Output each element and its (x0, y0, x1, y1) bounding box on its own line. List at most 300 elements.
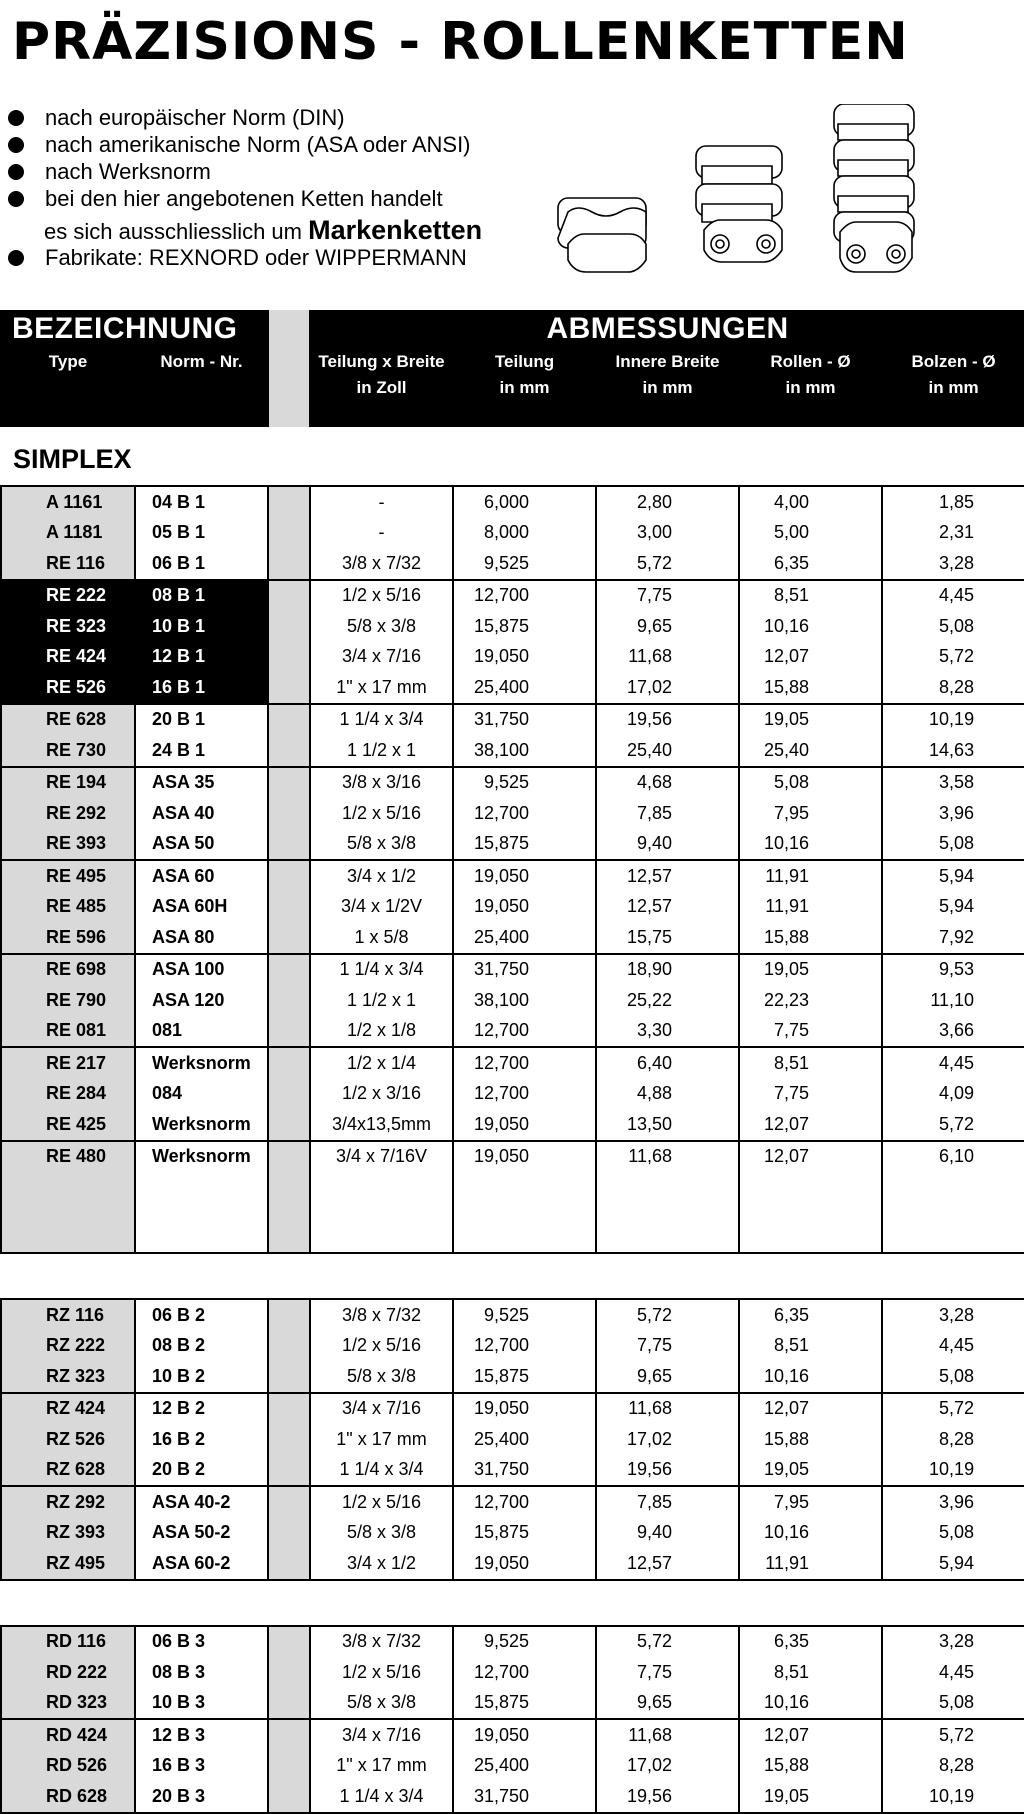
teilung-cell: 19,050 (453, 860, 596, 892)
teilung-cell: 38,100 (453, 985, 596, 1016)
type-cell: RE 628 (1, 704, 135, 736)
rollen-cell: 12,07 (739, 1109, 882, 1141)
table-row (1, 1299, 1024, 1331)
bolzen-cell: 5,08 (882, 829, 1024, 861)
table-row (1, 1486, 1024, 1518)
innere-breite-cell: 7,75 (596, 580, 739, 612)
innere-breite-cell: 25,22 (596, 985, 739, 1016)
innere-breite-cell: 3,00 (596, 518, 739, 549)
bolzen-cell: 8,28 (882, 1751, 1024, 1782)
separator-cell (1, 1253, 1024, 1299)
rollen-cell: 19,05 (739, 704, 882, 736)
teilung-cell: 25,400 (453, 922, 596, 954)
spacer-column (268, 829, 310, 861)
list-item-continuation: es sich ausschliesslich um Markenketten (44, 215, 483, 245)
teilung-cell: 15,875 (453, 829, 596, 861)
teilung-breite-cell: 3/4x13,5mm (310, 1109, 453, 1141)
teilung-breite-cell: 3/8 x 3/16 (310, 767, 453, 799)
norm-cell: 16 B 3 (135, 1751, 268, 1782)
norm-cell: ASA 40 (135, 798, 268, 829)
rollen-cell: 15,88 (739, 1751, 882, 1782)
norm-cell: 06 B 2 (135, 1299, 268, 1331)
innere-breite-cell: 18,90 (596, 954, 739, 986)
rollen-cell: 7,95 (739, 1486, 882, 1518)
col-type-unit (1, 375, 135, 427)
spacer-column (268, 310, 310, 348)
spacer-column (268, 1079, 310, 1110)
bolzen-cell: 4,45 (882, 580, 1024, 612)
rollen-cell: 10,16 (739, 611, 882, 642)
bullet-icon (8, 191, 24, 207)
type-cell: RZ 116 (1, 1299, 135, 1331)
spacer-column (268, 1657, 310, 1688)
teilung-breite-cell: 5/8 x 3/8 (310, 611, 453, 642)
norm-cell: ASA 60 (135, 860, 268, 892)
rollen-cell: 15,88 (739, 1424, 882, 1455)
innere-breite-cell: 19,56 (596, 704, 739, 736)
bolzen-cell: 5,94 (882, 1548, 1024, 1580)
rollen-cell: 8,51 (739, 1047, 882, 1079)
spacer-column (268, 1299, 310, 1331)
table-row (1, 548, 1024, 580)
rollen-cell: 10,16 (739, 829, 882, 861)
spacer-column (268, 735, 310, 767)
norm-cell: ASA 80 (135, 922, 268, 954)
innere-breite-cell: 19,56 (596, 1455, 739, 1487)
rollen-cell: 10,16 (739, 1361, 882, 1393)
spacer-column (268, 922, 310, 954)
table-row (1, 1141, 1024, 1173)
type-cell: RE 292 (1, 798, 135, 829)
bolzen-cell: 5,72 (882, 642, 1024, 673)
spacer-column (268, 1548, 310, 1580)
spacer-column (268, 611, 310, 642)
bullet-icon (8, 164, 24, 180)
teilung-breite-cell: 1/2 x 5/16 (310, 1657, 453, 1688)
innere-breite-cell: 17,02 (596, 672, 739, 704)
list-item: nach europäischer Norm (DIN) (8, 104, 482, 131)
type-cell: RE 222 (1, 580, 135, 612)
teilung-breite-cell: 3/8 x 7/32 (310, 1299, 453, 1331)
spacer-column (268, 375, 310, 427)
teilung-cell: 19,050 (453, 642, 596, 673)
teilung-breite-cell: - (310, 518, 453, 549)
type-cell: RE 217 (1, 1047, 135, 1079)
bolzen-cell: 10,19 (882, 1455, 1024, 1487)
type-cell: RZ 292 (1, 1486, 135, 1518)
table-row (1, 1079, 1024, 1110)
spacer-column (268, 1751, 310, 1782)
innere-breite-cell: 3,30 (596, 1016, 739, 1048)
norm-cell: ASA 120 (135, 985, 268, 1016)
norm-cell: 20 B 3 (135, 1781, 268, 1813)
spacer-column (268, 1455, 310, 1487)
type-cell: RE 424 (1, 642, 135, 673)
innere-breite-cell: 11,68 (596, 1393, 739, 1425)
innere-breite-cell: 13,50 (596, 1109, 739, 1141)
norm-cell: Werksnorm (135, 1109, 268, 1141)
type-cell: RD 526 (1, 1751, 135, 1782)
simplex-link-icon (558, 198, 646, 272)
rollen-cell: 12,07 (739, 1393, 882, 1425)
teilung-cell: 6,000 (453, 486, 596, 518)
norm-cell: 081 (135, 1016, 268, 1048)
teilung-breite-cell: 1/2 x 3/16 (310, 1079, 453, 1110)
type-cell: RE 698 (1, 954, 135, 986)
innere-breite-cell: 7,85 (596, 1486, 739, 1518)
norm-cell: 10 B 3 (135, 1688, 268, 1720)
type-cell: RD 424 (1, 1719, 135, 1751)
type-cell: RZ 495 (1, 1548, 135, 1580)
spacer-column (268, 798, 310, 829)
type-cell: RE 116 (1, 548, 135, 580)
table-row (1, 1047, 1024, 1079)
innere-breite-cell: 7,75 (596, 1331, 739, 1362)
bolzen-cell: 5,72 (882, 1393, 1024, 1425)
norm-cell: ASA 60H (135, 892, 268, 923)
teilung-breite-cell: 5/8 x 3/8 (310, 829, 453, 861)
spacer-column (268, 1047, 310, 1079)
bolzen-cell: 5,72 (882, 1719, 1024, 1751)
col-teilung-unit: in mm (453, 375, 596, 427)
teilung-breite-cell: 5/8 x 3/8 (310, 1518, 453, 1549)
spacer-column (268, 1172, 310, 1253)
type-cell: RD 222 (1, 1657, 135, 1688)
spacer-column (268, 548, 310, 580)
bullet-icon (8, 250, 24, 266)
teilung-breite-cell: 1/2 x 1/8 (310, 1016, 453, 1048)
col-norm-header: Norm - Nr. (135, 348, 268, 375)
teilung-breite-cell: 1 1/4 x 3/4 (310, 1781, 453, 1813)
list-item: bei den hier angebotenen Ketten handelt (8, 185, 482, 212)
bolzen-cell: 8,28 (882, 672, 1024, 704)
innere-breite-cell: 5,72 (596, 1626, 739, 1658)
norm-cell: 08 B 3 (135, 1657, 268, 1688)
teilung-breite-cell: 1" x 17 mm (310, 1751, 453, 1782)
spacer-column (268, 704, 310, 736)
teilung-breite-cell (310, 1172, 453, 1253)
type-cell: RD 323 (1, 1688, 135, 1720)
rollen-cell: 6,35 (739, 1299, 882, 1331)
teilung-cell: 9,525 (453, 1626, 596, 1658)
list-item: Fabrikate: REXNORD oder WIPPERMANN (8, 244, 482, 271)
teilung-cell: 12,700 (453, 1047, 596, 1079)
rollen-cell: 5,08 (739, 767, 882, 799)
table-unit-row (1, 375, 1024, 427)
teilung-cell: 12,700 (453, 1016, 596, 1048)
teilung-breite-cell: 3/8 x 7/32 (310, 1626, 453, 1658)
innere-breite-cell: 25,40 (596, 735, 739, 767)
spacer-column (268, 767, 310, 799)
spacer-column (268, 580, 310, 612)
teilung-breite-cell: 5/8 x 3/8 (310, 1688, 453, 1720)
norm-cell: 24 B 1 (135, 735, 268, 767)
teilung-breite-cell: 1 1/2 x 1 (310, 985, 453, 1016)
innere-breite-cell: 5,72 (596, 548, 739, 580)
bolzen-cell: 5,72 (882, 1109, 1024, 1141)
rollen-cell: 15,88 (739, 672, 882, 704)
spacer-column (268, 672, 310, 704)
table-row (1, 892, 1024, 923)
innere-breite-cell: 11,68 (596, 642, 739, 673)
type-cell: RE 526 (1, 672, 135, 704)
bolzen-cell: 10,19 (882, 1781, 1024, 1813)
bolzen-cell: 4,45 (882, 1047, 1024, 1079)
innere-breite-cell: 11,68 (596, 1719, 739, 1751)
spacer-column (268, 860, 310, 892)
list-item: nach Werksnorm (8, 158, 482, 185)
type-cell: RZ 628 (1, 1455, 135, 1487)
col-teilung-breite-header: Teilung x Breite (310, 348, 453, 375)
list-item: nach amerikanische Norm (ASA oder ANSI) (8, 131, 482, 158)
innere-breite-cell: 6,40 (596, 1047, 739, 1079)
table-row (1, 1109, 1024, 1141)
spacer-column (268, 1781, 310, 1813)
teilung-breite-cell: 3/4 x 7/16 (310, 642, 453, 673)
spacer-column (268, 348, 310, 375)
bolzen-cell: 5,08 (882, 1688, 1024, 1720)
teilung-cell: 19,050 (453, 1548, 596, 1580)
bolzen-cell (882, 1172, 1024, 1253)
table-row (1, 1719, 1024, 1751)
rollen-cell: 8,51 (739, 1657, 882, 1688)
teilung-cell: 15,875 (453, 1518, 596, 1549)
rollen-cell: 8,51 (739, 580, 882, 612)
spacer-column (268, 985, 310, 1016)
bolzen-cell: 10,19 (882, 704, 1024, 736)
table-row-empty (1, 1172, 1024, 1253)
table-row (1, 1455, 1024, 1487)
rollen-cell: 7,75 (739, 1079, 882, 1110)
col-rollen-header: Rollen - Ø (739, 348, 882, 375)
norm-cell: ASA 50 (135, 829, 268, 861)
bolzen-cell: 2,31 (882, 518, 1024, 549)
spacer-column (268, 1626, 310, 1658)
innere-breite-cell: 9,40 (596, 829, 739, 861)
teilung-breite-cell: 1/2 x 5/16 (310, 580, 453, 612)
teilung-breite-cell: - (310, 486, 453, 518)
norm-cell: 08 B 1 (135, 580, 268, 612)
spacer-column (268, 642, 310, 673)
type-cell: RZ 222 (1, 1331, 135, 1362)
rollen-cell: 7,95 (739, 798, 882, 829)
bolzen-cell: 6,10 (882, 1141, 1024, 1173)
rollen-cell: 12,07 (739, 1719, 882, 1751)
innere-breite-cell: 9,65 (596, 611, 739, 642)
table-row (1, 642, 1024, 673)
spacer-column (268, 1141, 310, 1173)
teilung-cell: 19,050 (453, 1393, 596, 1425)
type-cell: RZ 424 (1, 1393, 135, 1425)
teilung-breite-cell: 3/8 x 7/32 (310, 548, 453, 580)
teilung-cell: 19,050 (453, 892, 596, 923)
type-cell: RE 596 (1, 922, 135, 954)
bolzen-cell: 3,96 (882, 798, 1024, 829)
teilung-cell: 25,400 (453, 1424, 596, 1455)
teilung-breite-cell: 3/4 x 7/16 (310, 1393, 453, 1425)
bolzen-cell: 5,08 (882, 1518, 1024, 1549)
rollen-cell: 10,16 (739, 1518, 882, 1549)
teilung-breite-cell: 3/4 x 1/2V (310, 892, 453, 923)
type-cell (1, 1172, 135, 1253)
type-cell: RD 628 (1, 1781, 135, 1813)
type-cell: A 1161 (1, 486, 135, 518)
rollen-cell: 11,91 (739, 1548, 882, 1580)
table-row (1, 985, 1024, 1016)
teilung-breite-cell: 5/8 x 3/8 (310, 1361, 453, 1393)
norm-cell: ASA 35 (135, 767, 268, 799)
bolzen-cell: 5,08 (882, 1361, 1024, 1393)
teilung-breite-cell: 1 1/4 x 3/4 (310, 954, 453, 986)
table-row (1, 1361, 1024, 1393)
norm-cell: ASA 100 (135, 954, 268, 986)
col-bolzen-unit: in mm (882, 375, 1024, 427)
innere-breite-cell (596, 1172, 739, 1253)
feature-list (8, 104, 482, 271)
teilung-breite-cell: 1/2 x 1/4 (310, 1047, 453, 1079)
innere-breite-cell: 17,02 (596, 1751, 739, 1782)
spacer-column (268, 518, 310, 549)
section-separator (1, 1580, 1024, 1626)
abmessungen-heading: ABMESSUNGEN (310, 310, 1024, 348)
table-header-group-row (1, 310, 1024, 348)
teilung-cell: 31,750 (453, 704, 596, 736)
teilung-breite-cell: 1 1/4 x 3/4 (310, 1455, 453, 1487)
teilung-cell (453, 1172, 596, 1253)
teilung-breite-cell: 1" x 17 mm (310, 672, 453, 704)
col-teilung-breite-unit: in Zoll (310, 375, 453, 427)
norm-cell: Werksnorm (135, 1141, 268, 1173)
teilung-breite-cell: 1/2 x 5/16 (310, 798, 453, 829)
teilung-breite-cell: 1 1/4 x 3/4 (310, 704, 453, 736)
norm-cell: 08 B 2 (135, 1331, 268, 1362)
bolzen-cell: 5,08 (882, 611, 1024, 642)
teilung-cell: 12,700 (453, 1331, 596, 1362)
innere-breite-cell: 9,65 (596, 1361, 739, 1393)
rollen-cell: 25,40 (739, 735, 882, 767)
type-cell: RE 194 (1, 767, 135, 799)
rollen-cell: 19,05 (739, 1455, 882, 1487)
norm-cell: 084 (135, 1079, 268, 1110)
table-row (1, 922, 1024, 954)
norm-cell: 12 B 2 (135, 1393, 268, 1425)
teilung-cell: 19,050 (453, 1109, 596, 1141)
spacer-column (268, 954, 310, 986)
innere-breite-cell: 5,72 (596, 1299, 739, 1331)
teilung-breite-cell: 1" x 17 mm (310, 1424, 453, 1455)
teilung-breite-cell: 3/4 x 7/16 (310, 1719, 453, 1751)
spacer-column (268, 486, 310, 518)
type-cell: RE 425 (1, 1109, 135, 1141)
norm-cell: 05 B 1 (135, 518, 268, 549)
teilung-cell: 12,700 (453, 1657, 596, 1688)
section-separator (1, 1253, 1024, 1299)
teilung-cell: 9,525 (453, 548, 596, 580)
teilung-cell: 31,750 (453, 954, 596, 986)
teilung-cell: 25,400 (453, 1751, 596, 1782)
teilung-breite-cell: 1/2 x 5/16 (310, 1486, 453, 1518)
norm-cell: Werksnorm (135, 1047, 268, 1079)
table-row (1, 1331, 1024, 1362)
norm-cell: ASA 60-2 (135, 1548, 268, 1580)
col-innere-breite-header: Innere Breite (596, 348, 739, 375)
rollen-cell: 7,75 (739, 1016, 882, 1048)
table-row (1, 1424, 1024, 1455)
norm-cell: 12 B 1 (135, 642, 268, 673)
teilung-cell: 19,050 (453, 1719, 596, 1751)
table-row (1, 1781, 1024, 1813)
rollen-cell: 12,07 (739, 642, 882, 673)
norm-cell: 10 B 1 (135, 611, 268, 642)
bolzen-cell: 1,85 (882, 486, 1024, 518)
rollen-cell: 5,00 (739, 518, 882, 549)
bolzen-cell: 4,09 (882, 1079, 1024, 1110)
teilung-cell: 12,700 (453, 1079, 596, 1110)
innere-breite-cell: 7,85 (596, 798, 739, 829)
teilung-cell: 12,700 (453, 580, 596, 612)
duplex-link-icon (696, 146, 782, 262)
table-row (1, 954, 1024, 986)
teilung-cell: 31,750 (453, 1455, 596, 1487)
innere-breite-cell: 12,57 (596, 860, 739, 892)
norm-cell: 16 B 2 (135, 1424, 268, 1455)
type-cell: RE 081 (1, 1016, 135, 1048)
teilung-cell: 15,875 (453, 1688, 596, 1720)
bolzen-cell: 3,96 (882, 1486, 1024, 1518)
spacer-column (268, 1719, 310, 1751)
innere-breite-cell: 15,75 (596, 922, 739, 954)
teilung-cell: 12,700 (453, 798, 596, 829)
bolzen-cell: 9,53 (882, 954, 1024, 986)
innere-breite-cell: 19,56 (596, 1781, 739, 1813)
rollen-cell: 19,05 (739, 1781, 882, 1813)
table-row (1, 611, 1024, 642)
bolzen-cell: 8,28 (882, 1424, 1024, 1455)
rollen-cell: 11,91 (739, 892, 882, 923)
bolzen-cell: 3,28 (882, 548, 1024, 580)
col-rollen-unit: in mm (739, 375, 882, 427)
innere-breite-cell: 4,68 (596, 767, 739, 799)
type-cell: RE 485 (1, 892, 135, 923)
section-row-simplex (1, 427, 1024, 486)
table-row (1, 798, 1024, 829)
rollen-cell (739, 1172, 882, 1253)
teilung-cell: 15,875 (453, 1361, 596, 1393)
innere-breite-cell: 2,80 (596, 486, 739, 518)
table-row (1, 860, 1024, 892)
spacer-column (268, 1424, 310, 1455)
table-row (1, 1016, 1024, 1048)
table-row (1, 672, 1024, 704)
spacer-column (268, 1393, 310, 1425)
teilung-cell: 19,050 (453, 1141, 596, 1173)
bezeichnung-heading: BEZEICHNUNG (1, 310, 268, 348)
norm-cell: 16 B 1 (135, 672, 268, 704)
spacer-column (268, 1688, 310, 1720)
teilung-cell: 9,525 (453, 767, 596, 799)
teilung-breite-cell: 1 1/2 x 1 (310, 735, 453, 767)
teilung-breite-cell: 3/4 x 7/16V (310, 1141, 453, 1173)
spacer-column (268, 892, 310, 923)
chain-spec-table (0, 310, 1024, 1814)
norm-cell: 10 B 2 (135, 1361, 268, 1393)
rollen-cell: 6,35 (739, 548, 882, 580)
teilung-cell: 9,525 (453, 1299, 596, 1331)
rollen-cell: 11,91 (739, 860, 882, 892)
spacer-column (268, 1109, 310, 1141)
type-cell: RZ 393 (1, 1518, 135, 1549)
table-row (1, 1657, 1024, 1688)
